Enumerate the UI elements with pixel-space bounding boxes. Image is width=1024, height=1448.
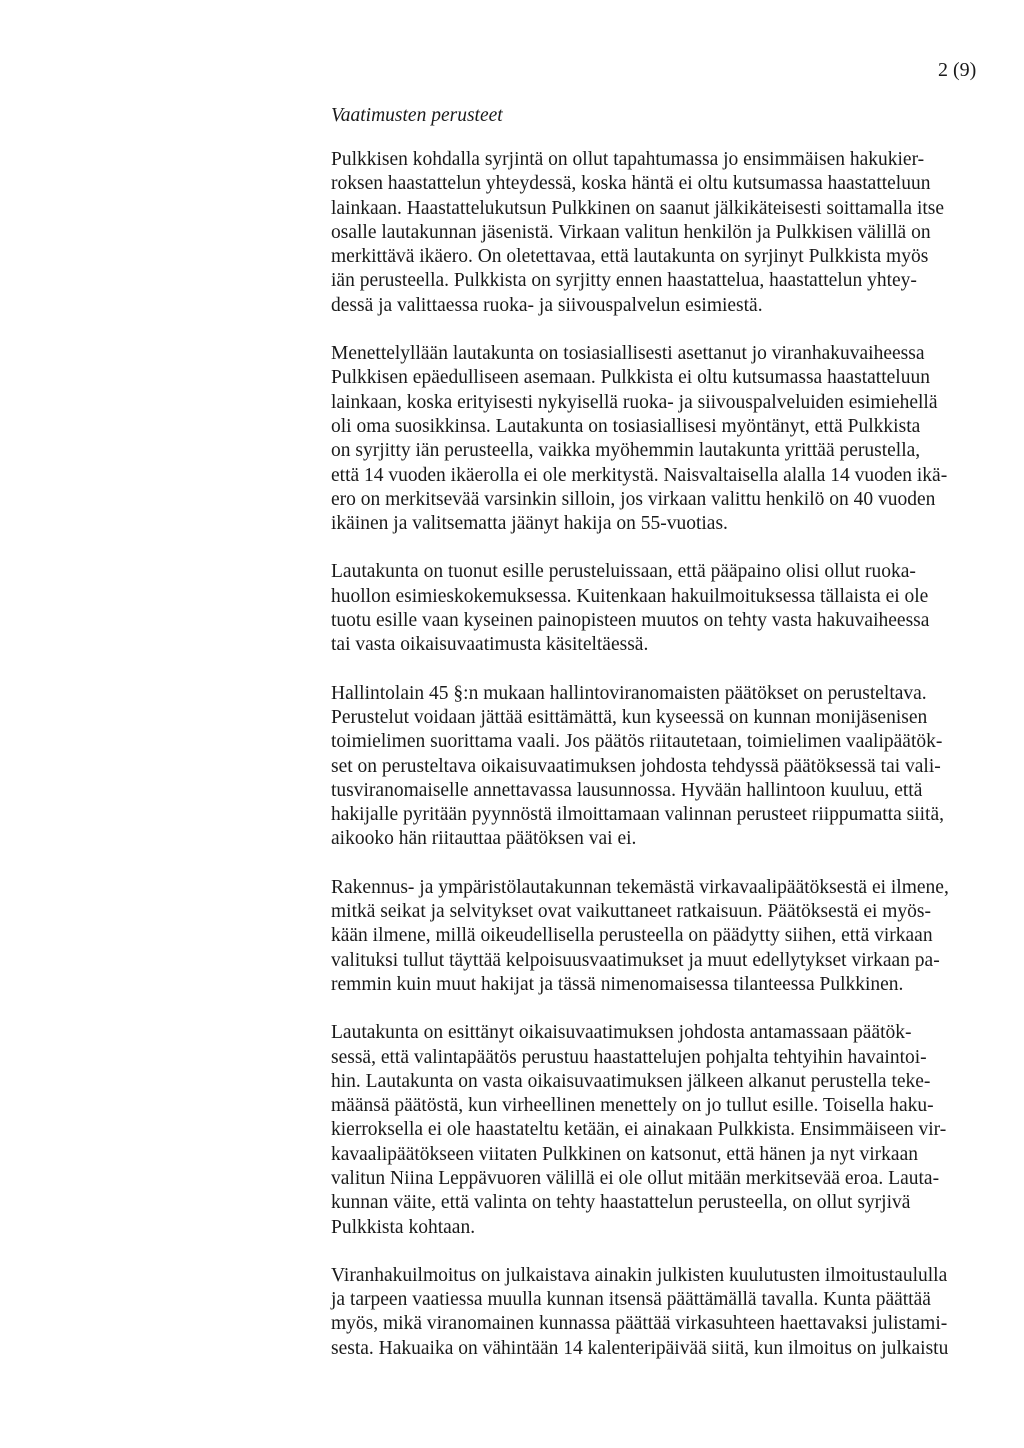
- text-line: lainkaan. Haastattelukutsun Pulkkinen on saanut jälkikäteisesti soittamalla itse: [331, 197, 945, 219]
- text-line: myös, mikä viranomainen kunnassa päättää virkasuhteen haettavaksi julistami-: [331, 1313, 948, 1335]
- text-line: valitun Niina Leppävuoren välillä ei ole ollut mitään merkitsevää eroa. Lauta-: [331, 1167, 940, 1189]
- paragraph-1: [331, 148, 991, 318]
- text-line: kunnan väite, että valinta on tehty haastattelun perusteella, on ollut syrjivä: [331, 1192, 911, 1214]
- text-line: että 14 vuoden ikäerolla ei ole merkitystä. Naisvaltaisella alalla 14 vuoden ikä-: [331, 464, 948, 486]
- paragraph-3: [331, 560, 991, 657]
- text-line: Hallintolain 45 §:n mukaan hallintoviranomaisten päätökset on perusteltava.: [331, 682, 927, 704]
- text-line: ja tarpeen vaatiessa muulla kunnan itsensä päättämällä tavalla. Kunta päättää: [331, 1289, 931, 1311]
- text-line: hakijalle pyritään pyynnöstä ilmoittamaan valinnan perusteet riippumatta siitä,: [331, 804, 944, 826]
- text-line: tusviranomaiselle annettavassa lausunnossa. Hyvään hallintoon kuuluu, että: [331, 779, 923, 801]
- text-line: Rakennus- ja ympäristölautakunnan tekemästä virkavaalipäätöksestä ei ilmene,: [331, 876, 949, 898]
- text-line: määnsä päätöstä, kun virheellinen menettely on jo tullut esille. Toisella haku-: [331, 1095, 934, 1117]
- text-line: Perustelut voidaan jättää esittämättä, kun kyseessä on kunnan monijäsenisen: [331, 706, 928, 728]
- text-line: kierroksella ei ole haastateltu ketään, ei ainakaan Pulkkista. Ensimmäiseen vir-: [331, 1119, 947, 1141]
- text-line: roksen haastattelun yhteydessä, koska häntä ei oltu kutsumassa haastatteluun: [331, 173, 931, 195]
- text-line: Pulkkisen epäedulliseen asemaan. Pulkkista ei oltu kutsumassa haastatteluun: [331, 367, 930, 389]
- text-line: mitkä seikat ja selvitykset ovat vaikuttaneet ratkaisuun. Päätöksestä ei myös-: [331, 901, 932, 923]
- text-line: kavaalipäätökseen viitaten Pulkkinen on katsonut, että hänen ja nyt virkaan: [331, 1143, 918, 1165]
- text-line: lainkaan, koska erityisesti nykyisellä ruoka- ja siivouspalveluiden esimiehellä: [331, 391, 938, 413]
- text-line: valituksi tullut täyttää kelpoisuusvaatimukset ja muut edellytykset virkaan pa-: [331, 949, 940, 971]
- text-line: huollon esimieskokemuksessa. Kuitenkaan hakuilmoituksessa tällaista ei ole: [331, 585, 929, 607]
- section-heading: Vaatimusten perusteet: [331, 105, 503, 126]
- text-line: osalle lautakunnan jäsenistä. Virkaan valitun henkilön ja Pulkkisen välillä on: [331, 221, 931, 243]
- text-line: toimielimen suorittama vaali. Jos päätös riitautetaan, toimielimen vaalipäätök-: [331, 731, 943, 753]
- text-line: tai vasta oikaisuvaatimusta käsiteltäessä.: [331, 634, 649, 656]
- text-line: remmin kuin muut hakijat ja tässä nimenomaisessa tilanteessa Pulkkinen.: [331, 973, 904, 995]
- text-line: tuotu esille vaan kyseinen painopisteen muutos on tehty vasta hakuvaiheessa: [331, 610, 930, 632]
- text-line: on syrjitty iän perusteella, vaikka myöhemmin lautakunta yrittää perustella,: [331, 440, 921, 462]
- text-line: set on perusteltava oikaisuvaatimuksen johdosta tehdyssä päätöksessä tai vali-: [331, 755, 941, 777]
- paragraph-7: [331, 1264, 991, 1361]
- text-line: Viranhakuilmoitus on julkaistava ainakin julkisten kuulutusten ilmoitustaululla: [331, 1264, 948, 1286]
- paragraph-6: [331, 1021, 991, 1240]
- text-line: Lautakunta on esittänyt oikaisuvaatimuksen johdosta antamassaan päätök-: [331, 1022, 912, 1044]
- text-line: sesta. Hakuaika on vähintään 14 kalenteripäivää siitä, kun ilmoitus on julkaistu: [331, 1337, 949, 1359]
- paragraph-5: [331, 876, 991, 997]
- text-line: ikäinen ja valitsematta jäänyt hakija on 55-vuotias.: [331, 513, 728, 535]
- text-line: iän perusteella. Pulkkista on syrjitty ennen haastattelua, haastattelun yhtey-: [331, 270, 917, 292]
- text-line: Lautakunta on tuonut esille perusteluissaan, että pääpaino olisi ollut ruoka-: [331, 561, 916, 583]
- text-line: sessä, että valintapäätös perustuu haastattelujen pohjalta tehtyihin havaintoi-: [331, 1046, 927, 1068]
- text-line: dessä ja valittaessa ruoka- ja siivouspalvelun esimiestä.: [331, 294, 763, 316]
- text-line: merkittävä ikäero. On oletettavaa, että lautakunta on syrjinyt Pulkkista myös: [331, 246, 929, 268]
- text-line: hin. Lautakunta on vasta oikaisuvaatimuksen jälkeen alkanut perustella teke-: [331, 1070, 931, 1092]
- text-line: kään ilmene, millä oikeudellisella perusteella on päädytty siihen, että virkaan: [331, 925, 933, 947]
- text-line: Pulkkisen kohdalla syrjintä on ollut tapahtumassa jo ensimmäisen hakukier-: [331, 149, 925, 170]
- text-line: ero on merkitsevää varsinkin silloin, jos virkaan valittu henkilö on 40 vuoden: [331, 488, 936, 510]
- text-line: oli oma suosikkinsa. Lautakunta on tosiasiallisesi myöntänyt, että Pulkkista: [331, 415, 921, 437]
- page-number: 2 (9): [938, 59, 977, 81]
- document-body: [331, 148, 991, 1385]
- paragraph-2: [331, 342, 991, 536]
- text-line: Pulkkista kohtaan.: [331, 1216, 476, 1238]
- text-line: Menettelyllään lautakunta on tosiasiallisesti asettanut jo viranhakuvaiheessa: [331, 343, 925, 365]
- paragraph-4: [331, 682, 991, 852]
- text-line: aikooko hän riitauttaa päätöksen vai ei.: [331, 828, 637, 850]
